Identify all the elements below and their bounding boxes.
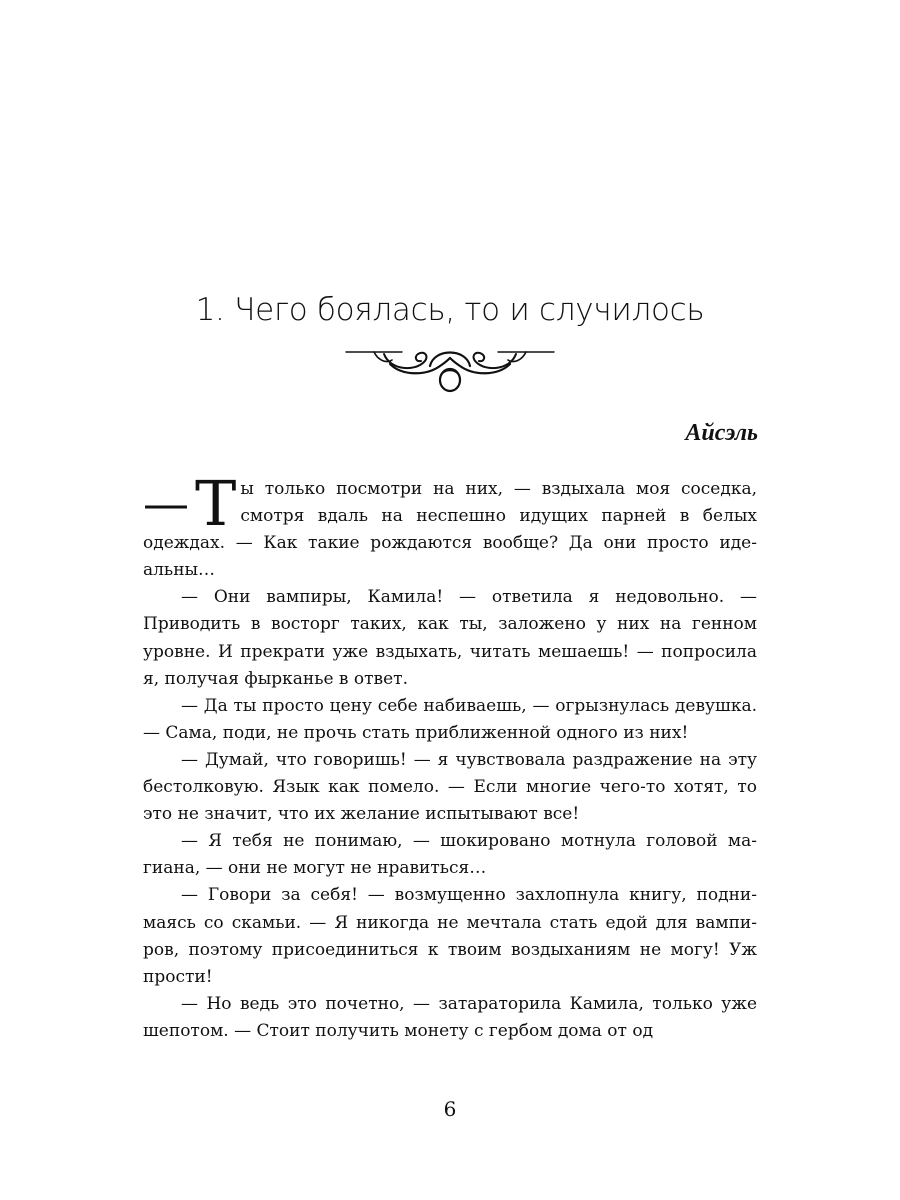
drop-dash: — — [143, 476, 189, 530]
page-number: 6 — [443, 1097, 457, 1121]
ornament-divider-icon — [344, 340, 556, 398]
paragraph-text: ы только посмотри на них, — вздыхала моя соседка, смотря вдаль на неспешно идущих парней в белых одеждах. — Как такие рождаются вообще? Да они просто идеальны… — [143, 479, 757, 581]
paragraph — [143, 467, 757, 584]
paragraph: — Думай, что говоришь! — я чувствовала раздражение на эту бестолковую. Язык как помело. — Если многие чего-то хотят, то это не значит, что их желание испытывают все! — [143, 749, 757, 825]
paragraph: — Я тебя не понимаю, — шокировано мотнула головой магиана, — они не могут не нравиться… — [143, 831, 757, 879]
paragraph: — Говори за себя! — возмущенно захлопнула книгу, поднимаясь со скамьи. — Я никогда не мечтала стать едой для вампиров, поэтому присоединиться к твоим воздыханиям не могу! Уж прости! — [143, 885, 757, 987]
chapter-title: 1. Чего боялась, то и случилось — [195, 292, 705, 328]
paragraph: — Но ведь это почетно, — затараторила Камила, только уже шепотом. — Стоит получить монету с гербом дома от од — [143, 993, 757, 1041]
chapter-body — [143, 467, 757, 1045]
paragraph: — Они вампиры, Камила! — ответила я недовольно. — Приводить в восторг таких, как ты, заложено у них на генном уровне. И прекрати уже вздыхать, читать мешаешь! — попросила я, получая фырканье в ответ. — [143, 587, 757, 689]
drop-cap-letter: Т — [195, 467, 237, 540]
paragraph: — Да ты просто цену себе набиваешь, — огрызнулась девушка. — Сама, поди, не прочь стать приближенной одного из них! — [143, 695, 757, 743]
pov-character-name: Айсэль — [685, 420, 758, 446]
